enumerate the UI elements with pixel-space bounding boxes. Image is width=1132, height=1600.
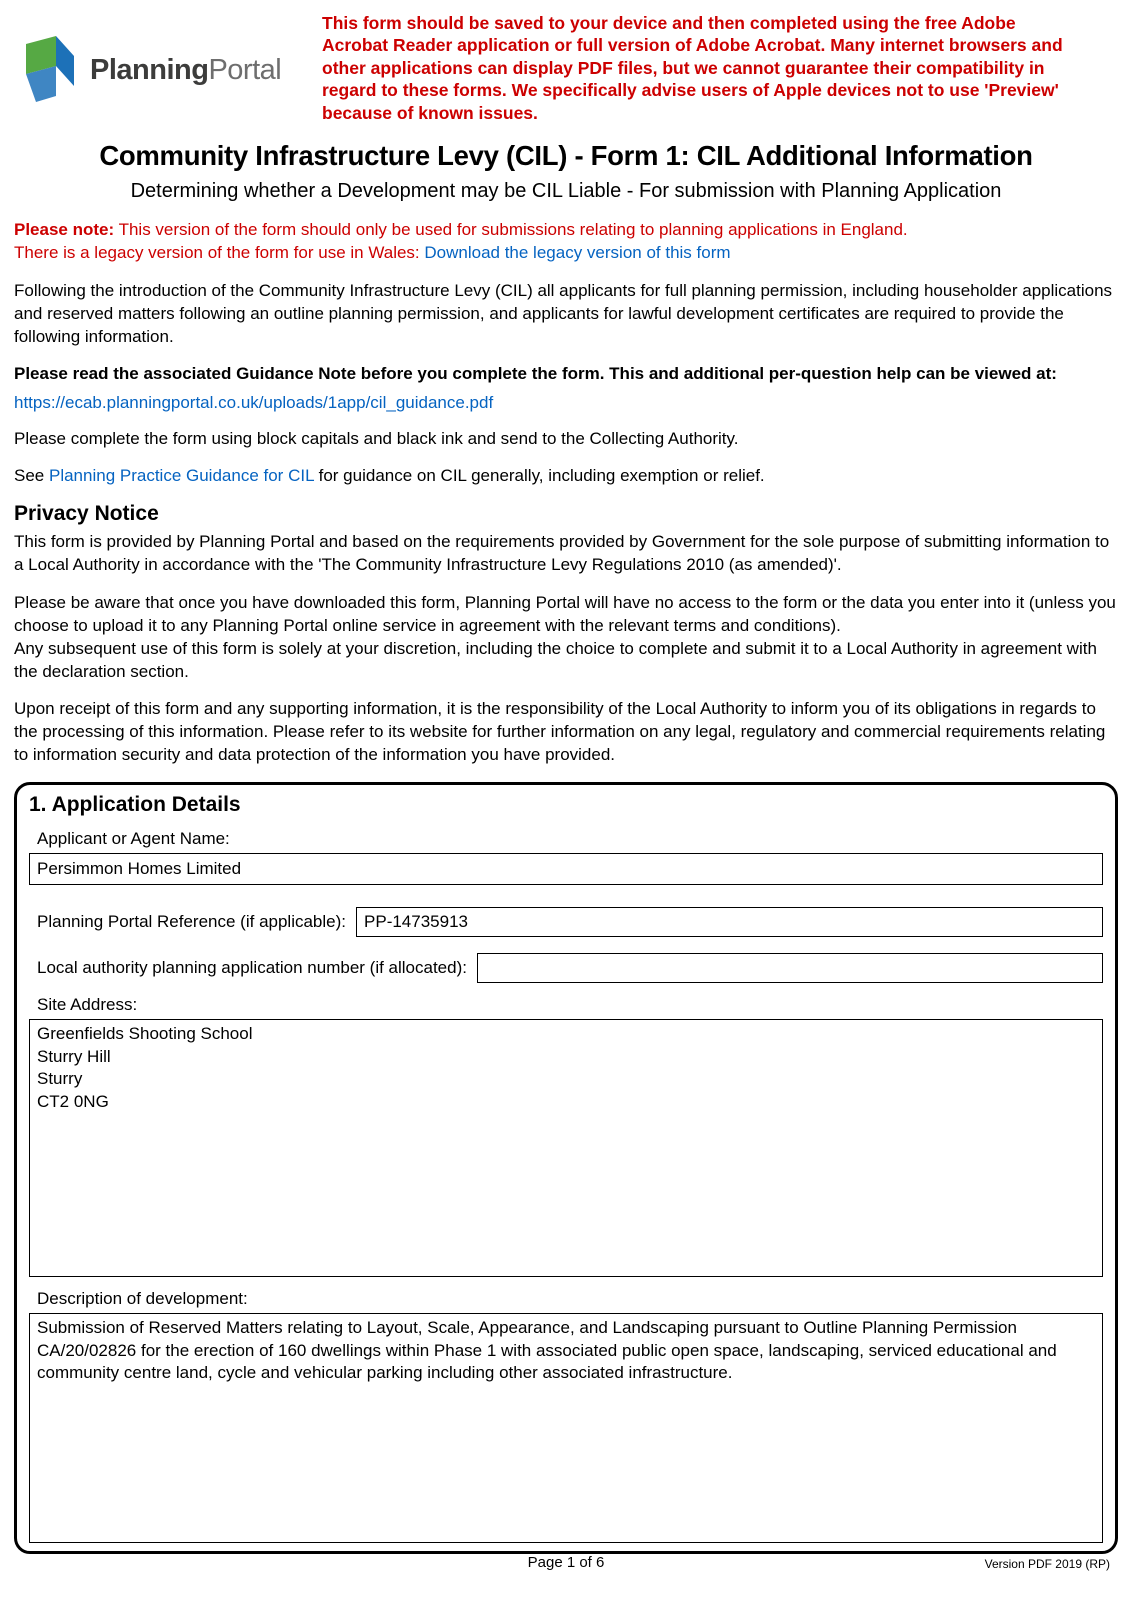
- applicant-name-input[interactable]: [29, 853, 1103, 885]
- privacy-paragraph-3: Upon receipt of this form and any supporting information, it is the responsibility of the Local Authority to inform you of its obligations in regards to the processing of this information. Please refer to its website for further information on any legal, regulatory and commercial requirements relating to information security and data protection of the information you have provided.: [14, 699, 1106, 765]
- form-version: Version PDF 2019 (RP): [984, 1557, 1110, 1571]
- site-address-label: Site Address:: [37, 995, 138, 1015]
- pp-reference-label: Planning Portal Reference (if applicable):: [37, 912, 347, 932]
- section-heading: 1. Application Details: [29, 793, 241, 817]
- see-prefix: See: [14, 466, 49, 486]
- page-footer: [0, 1554, 1132, 1574]
- block-capitals-text: Please complete the form using block capitals and black ink and send to the Collecting Authority.: [14, 429, 739, 449]
- planning-portal-logo: [14, 8, 316, 106]
- description-label: Description of development:: [37, 1289, 248, 1309]
- la-number-label: Local authority planning application number (if allocated):: [37, 958, 467, 978]
- privacy-notice-heading: Privacy Notice: [14, 502, 159, 526]
- please-note-label: Please note:: [14, 219, 115, 239]
- wales-note-text: There is a legacy version of the form for use in Wales:: [14, 242, 425, 262]
- form-subtitle: Determining whether a Development may be CIL Liable - For submission with Planning Application: [130, 179, 1002, 202]
- logo-word-portal: Portal: [208, 53, 282, 86]
- page-number: Page 1 of 6: [527, 1554, 605, 1571]
- privacy-paragraph-2a: Please be aware that once you have downloaded this form, Planning Portal will have no access to the form or the data you enter into it (unless you choose to upload it to any Planning Portal online service in agreement with the relevant terms and conditions).: [14, 592, 1116, 635]
- application-details-section: [14, 782, 1118, 1554]
- pp-reference-input[interactable]: [356, 907, 1103, 937]
- logo-word-planning: Planning: [90, 53, 209, 86]
- privacy-paragraph-1: This form is provided by Planning Portal and based on the requirements provided by Government for the sole purpose of submitting information to a Local Authority in accordance with the 'The Community Infrastructure Levy Regulations 2010 (as amended)'.: [14, 532, 1110, 575]
- england-note: [14, 219, 1118, 265]
- intro-paragraph: Following the introduction of the Community Infrastructure Levy (CIL) all applicants for full planning permission, including householder applications and reserved matters following an outline planning permission, and applicants for lawful development certificates are required to provide the following information.: [14, 280, 1113, 347]
- legacy-form-link[interactable]: Download the legacy version of this form: [424, 242, 731, 262]
- adobe-acrobat-notice: This form should be saved to your device and then completed using the free Adobe Acrobat Reader application or full version of Adobe Acrobat. Many internet browsers and other applications can display PDF files, but we cannot guarantee their compatibility in regard to these forms. We specifically advise users of Apple devices not to use 'Preview' because of known issues.: [322, 13, 1063, 123]
- logo-wordmark: [90, 54, 281, 87]
- see-guidance-line: [14, 466, 1118, 486]
- header: [14, 8, 1118, 124]
- guidance-pdf-link[interactable]: https://ecab.planningportal.co.uk/uploads/1app/cil_guidance.pdf: [14, 393, 494, 413]
- applicant-name-label: Applicant or Agent Name:: [37, 829, 230, 849]
- see-suffix: for guidance on CIL generally, including exemption or relief.: [313, 466, 765, 486]
- please-note-text: This version of the form should only be used for submissions relating to planning applications in England.: [114, 219, 908, 239]
- planning-practice-guidance-link[interactable]: Planning Practice Guidance for CIL: [48, 466, 314, 486]
- site-address-textarea[interactable]: [29, 1019, 1103, 1277]
- guidance-note-text: Please read the associated Guidance Note before you complete the form. This and additional per-question help can be viewed at:: [14, 364, 1057, 384]
- planning-portal-logo-icon: [22, 34, 78, 106]
- form-title: Community Infrastructure Levy (CIL) - Form 1: CIL Additional Information: [99, 139, 1033, 171]
- la-number-input[interactable]: [477, 953, 1103, 983]
- description-textarea[interactable]: [29, 1313, 1103, 1543]
- privacy-paragraph-2b: Any subsequent use of this form is solely at your discretion, including the choice to complete and submit it to a Local Authority in agreement with the declaration section.: [14, 638, 1097, 681]
